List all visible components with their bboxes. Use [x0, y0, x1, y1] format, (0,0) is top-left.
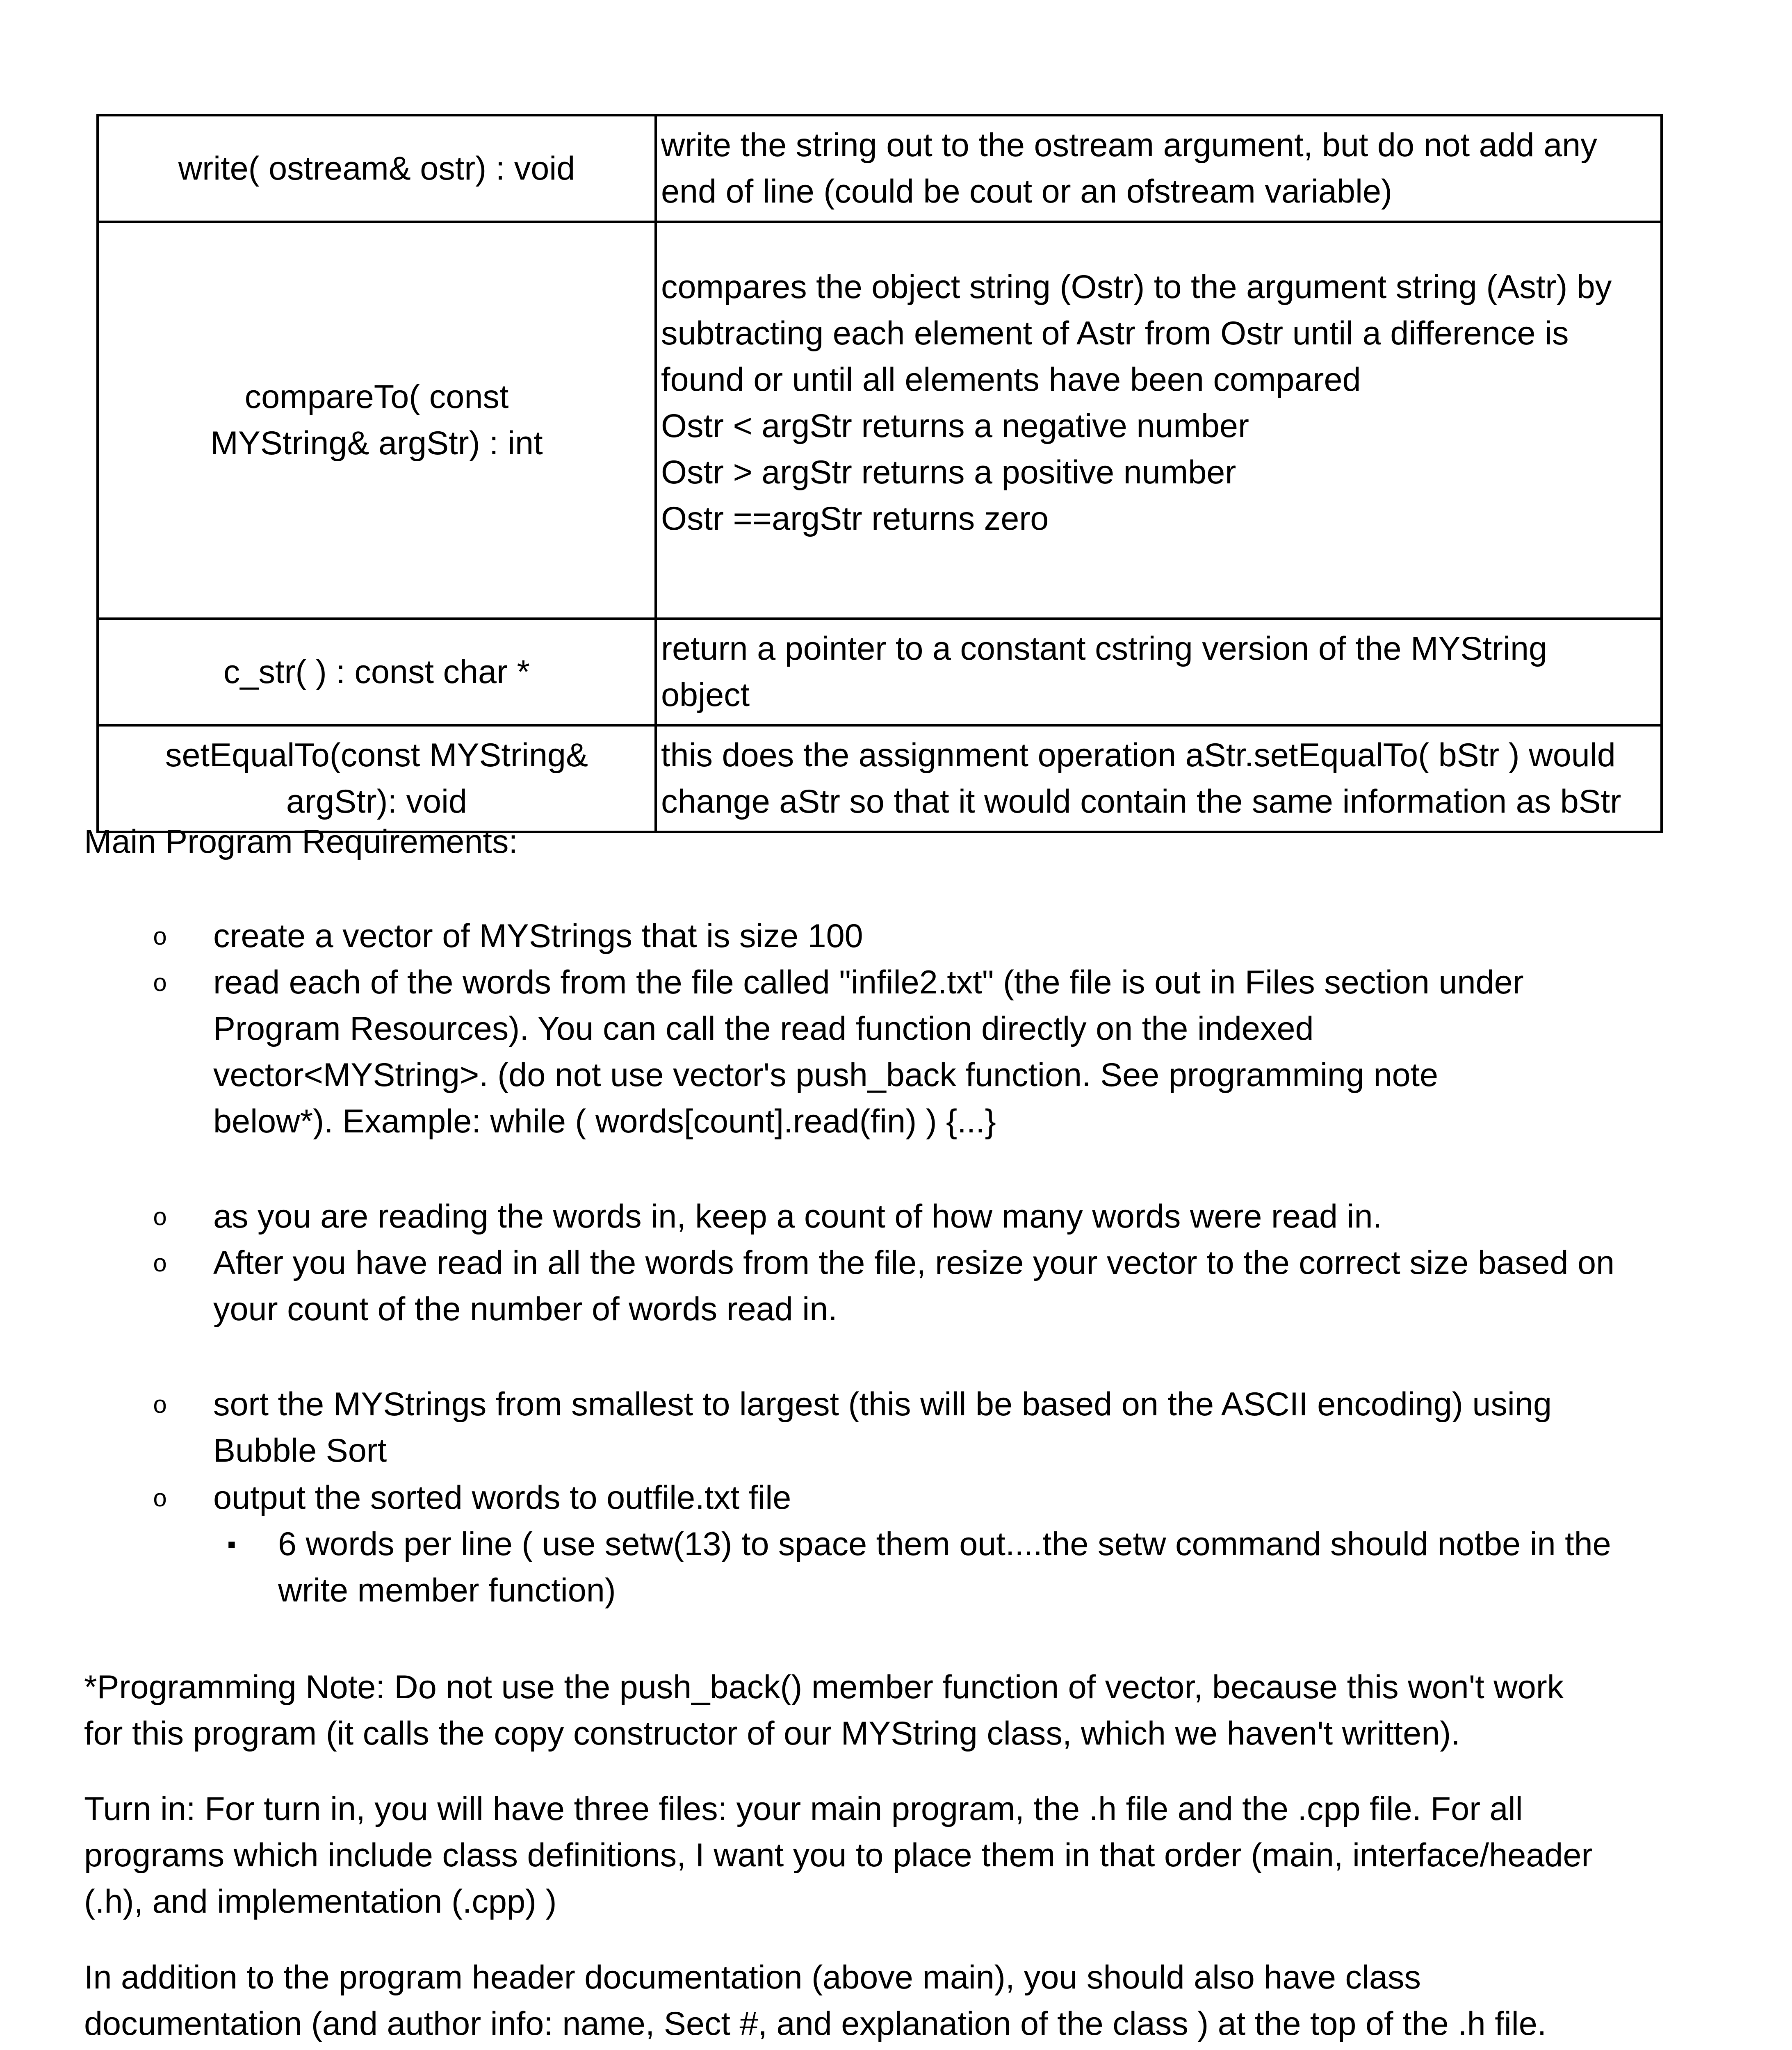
circle-bullet-icon: o [153, 1391, 167, 1418]
description-text: this does the assignment operation aStr.setEqualTo( bStr ) would [661, 737, 1616, 774]
description-cell [656, 619, 1662, 725]
description-cell [656, 115, 1662, 222]
list-item-text: 6 words per line ( use setw(13) to space them out....the setw command should notbe in the [278, 1526, 1611, 1563]
list-item-text: write member function) [278, 1572, 616, 1609]
table-row [98, 619, 1662, 725]
programming-note [84, 1664, 1564, 1757]
circle-bullet-icon: o [153, 1484, 167, 1512]
section-heading: Main Program Requirements: [84, 823, 518, 860]
list-item-text: Program Resources). You can call the read function directly on the indexed [213, 1010, 1314, 1047]
turn-in-paragraph [84, 1786, 1592, 1925]
description-cell [656, 725, 1662, 832]
description-text: write the string out to the ostream argument, but do not add any [661, 127, 1597, 164]
description-text: subtracting each element of Astr from Ostr until a difference is [661, 315, 1569, 352]
description-cell [656, 222, 1662, 619]
method-cell [98, 619, 656, 725]
method-text: argStr): void [286, 783, 467, 820]
documentation-paragraph [84, 1954, 1546, 2047]
method-cell [98, 115, 656, 222]
method-text: write( ostream& ostr) : void [178, 150, 575, 187]
list-item-text: After you have read in all the words from the file, resize your vector to the correct size based on [213, 1244, 1615, 1281]
list-item [213, 1240, 1614, 1332]
circle-bullet-icon: o [153, 969, 167, 996]
list-item [213, 1381, 1552, 1474]
list-item [213, 1475, 791, 1521]
description-text: compares the object string (Ostr) to the argument string (Astr) by [661, 269, 1612, 305]
method-cell [98, 222, 656, 619]
circle-bullet-icon: o [153, 1203, 167, 1230]
list-item-text: sort the MYStrings from smallest to largest (this will be based on the ASCII encoding) using [213, 1386, 1552, 1423]
description-text: end of line (could be cout or an ofstream variable) [661, 173, 1392, 210]
paragraph-line: In addition to the program header documentation (above main), you should also have class [84, 1959, 1421, 1996]
list-item-text: create a vector of MYStrings that is size 100 [213, 918, 863, 954]
list-item [213, 1194, 1382, 1240]
circle-bullet-icon: o [153, 1249, 167, 1277]
square-bullet-icon: ▪ [227, 1530, 236, 1558]
description-text: Ostr ==argStr returns zero [661, 500, 1049, 537]
method-text: c_str( ) : const char * [223, 653, 530, 690]
description-text: Ostr > argStr returns a positive number [661, 454, 1236, 491]
method-table [96, 114, 1663, 833]
circle-bullet-icon: o [153, 922, 167, 950]
paragraph-line: documentation (and author info: name, Sect #, and explanation of the class ) at the top of the .h file. [84, 2005, 1547, 2042]
description-text: return a pointer to a constant cstring version of the MYString [661, 630, 1548, 667]
paragraph-line: (.h), and implementation (.cpp) ) [84, 1883, 557, 1920]
list-item [213, 959, 1524, 1145]
description-text: found or until all elements have been compared [661, 361, 1361, 398]
list-item-text: output the sorted words to outfile.txt file [213, 1479, 791, 1516]
list-item-text: vector<MYString>. (do not use vector's push_back function. See programming note [213, 1057, 1439, 1093]
method-text: compareTo( const [244, 378, 509, 415]
paragraph-line: for this program (it calls the copy constructor of our MYString class, which we haven't written). [84, 1715, 1460, 1752]
sub-list-item [278, 1521, 1611, 1614]
list-item-text: below*). Example: while ( words[count].read(fin) ) {...} [213, 1103, 996, 1140]
paragraph-line: *Programming Note: Do not use the push_back() member function of vector, because this won't work [84, 1669, 1564, 1706]
table-row [98, 222, 1662, 619]
table-row [98, 725, 1662, 832]
list-item-text: as you are reading the words in, keep a count of how many words were read in. [213, 1198, 1382, 1235]
method-text: setEqualTo(const MYString& [165, 737, 588, 774]
paragraph-line: Turn in: For turn in, you will have three files: your main program, the .h file and the .cpp file. For all [84, 1790, 1523, 1827]
paragraph-line: programs which include class definitions, I want you to place them in that order (main, interface/header [84, 1837, 1593, 1874]
description-text: Ostr < argStr returns a negative number [661, 408, 1249, 444]
list-item [213, 913, 863, 959]
description-text: change aStr so that it would contain the same information as bStr [661, 783, 1621, 820]
method-cell [98, 725, 656, 832]
list-item-text: Bubble Sort [213, 1432, 387, 1469]
method-text: MYString& argStr) : int [210, 425, 543, 462]
list-item-text: your count of the number of words read in. [213, 1291, 837, 1328]
description-text: object [661, 676, 750, 713]
table-row [98, 115, 1662, 222]
list-item-text: read each of the words from the file called "infile2.txt" (the file is out in Files section under [213, 964, 1524, 1001]
